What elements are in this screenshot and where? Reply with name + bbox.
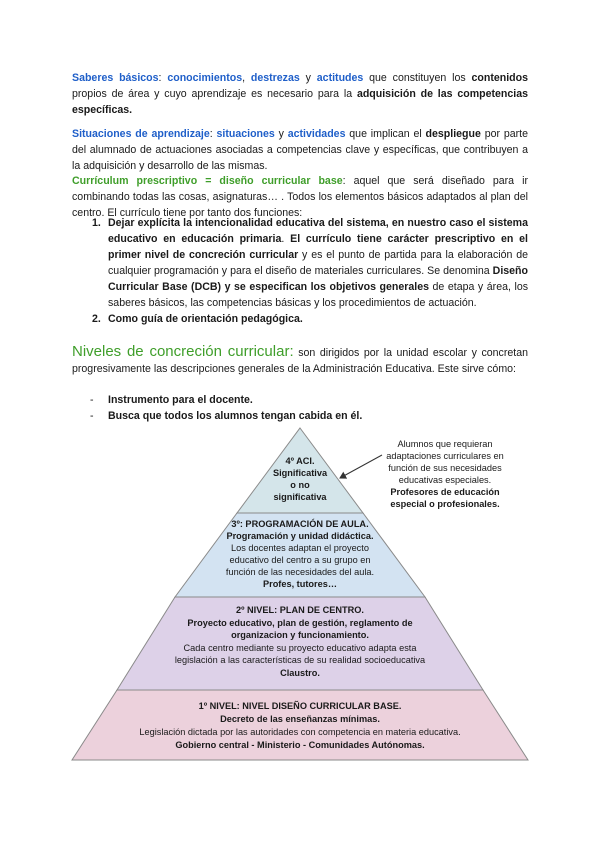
text: de etapa y área, los saberes básicos, las competencias básicas y los procedimientos de actuación. — [108, 281, 529, 309]
level1-line: Gobierno central - Ministerio - Comunidades Autónomas. — [175, 740, 425, 750]
level2-line: legislación a las características de su realidad socioeducativa — [174, 655, 426, 665]
text: : — [158, 72, 168, 84]
level2-line: Claustro. — [280, 668, 320, 678]
text: : aquel que será diseñado para ir combinando todas las cosas, asignaturas… . Todos los elementos básicos adaptados al plan del centro. El currículo tiene por tanto dos funciones: — [72, 175, 528, 219]
text: : — [209, 128, 217, 140]
term-saberes-basicos: Saberes básicos — [72, 72, 159, 84]
note-line: especial o profesionales. — [390, 499, 500, 509]
text: que constituyen los — [363, 72, 472, 84]
text: y es el punto de partida para la elaboración de cualquier programación y para el diseño de materiales curriculares. Se denomina — [108, 249, 529, 277]
level1-line: Legislación dictada por las autoridades con competencia en materia educativa. — [139, 727, 461, 737]
level4-line: Significativa — [272, 468, 328, 478]
dash-marker: - — [90, 410, 94, 422]
note-line: Alumnos que requieran — [397, 439, 493, 449]
term-conocimientos: conocimientos — [167, 72, 243, 84]
term-curriculum-prescriptivo: Currículum prescriptivo = diseño curricular base — [72, 175, 343, 187]
text: El currículo tiene carácter prescriptivo en el primer nivel de concreción curricular — [108, 233, 528, 261]
term-contenidos: contenidos — [471, 72, 529, 84]
level3-line: educativo del centro a su grupo en — [229, 555, 371, 565]
term-situaciones: situaciones — [216, 128, 275, 140]
level3-line: Los docentes adaptan el proyecto — [231, 543, 369, 553]
list-number: 1. — [92, 217, 101, 229]
term-situaciones-aprendizaje: Situaciones de aprendizaje — [72, 128, 210, 140]
level3-title: 3º: PROGRAMACIÓN DE AULA. — [231, 519, 369, 529]
level1-line: Decreto de las enseñanzas mínimas. — [220, 714, 380, 724]
level2-title: 2º NIVEL: PLAN DE CENTRO. — [236, 605, 364, 615]
term-destrezas: destrezas — [250, 72, 300, 84]
text: Diseño Curricular Base (DCB) y se especifican los objetivos generales — [108, 265, 528, 293]
level4-line: o no — [290, 480, 310, 490]
level3-line: función de las necesidades del aula. — [225, 567, 375, 577]
term-despliegue: despliegue — [425, 128, 481, 140]
dash-marker: - — [90, 394, 94, 406]
text: que implican el — [345, 128, 426, 140]
niveles-heading: Niveles de concreción curricular — [72, 343, 290, 360]
text: , — [242, 72, 251, 84]
text: y — [299, 72, 317, 84]
term-actitudes: actitudes — [316, 72, 364, 84]
term-adquisicion: adquisición de las competencias específicas. — [72, 88, 528, 116]
level4-line: significativa — [273, 492, 327, 502]
text: por parte del alumnado de actuaciones asociadas a competencias clave y específicas, que contribuyen a la adquisición y desarrollo de las mismas. — [72, 128, 528, 172]
text: Como guía de orientación pedagógica. — [108, 313, 303, 325]
note-line: adaptaciones curriculares en — [386, 451, 504, 461]
note-line: Profesores de educación — [390, 487, 500, 497]
note-line: función de sus necesidades — [388, 463, 502, 473]
text: . — [281, 233, 291, 245]
text: son dirigidos por la unidad escolar y concretan progresivamente las descripciones generales de la Administración Educativa. Este sirve cómo: — [72, 347, 528, 375]
text: Instrumento para el docente. — [108, 394, 253, 406]
level2-line: Cada centro mediante su proyecto educativo adapta esta — [183, 643, 417, 653]
note-arrow — [340, 455, 382, 478]
note-line: educativas especiales. — [398, 475, 492, 485]
level3-line: Programación y unidad didáctica. — [226, 531, 374, 541]
level2-line: organizacion y funcionamiento. — [231, 630, 369, 640]
text: propios de área y cuyo aprendizaje es necesario para la — [72, 88, 357, 100]
level2-line: Proyecto educativo, plan de gestión, reglamento de — [187, 618, 413, 628]
text: Dejar explícita la intencionalidad educativa del sistema, en nuestro caso el sistema educativo en educación primaria — [108, 217, 528, 245]
list-number: 2. — [92, 313, 101, 325]
text: y — [274, 128, 288, 140]
level3-line: Profes, tutores… — [262, 579, 338, 589]
term-actividades: actividades — [287, 128, 346, 140]
level1-title: 1º NIVEL: NIVEL DISEÑO CURRICULAR BASE. — [198, 701, 402, 711]
level4-title: 4º ACI. — [285, 456, 315, 466]
text: : — [289, 343, 294, 360]
text: Busca que todos los alumnos tengan cabida en él. — [108, 410, 363, 422]
